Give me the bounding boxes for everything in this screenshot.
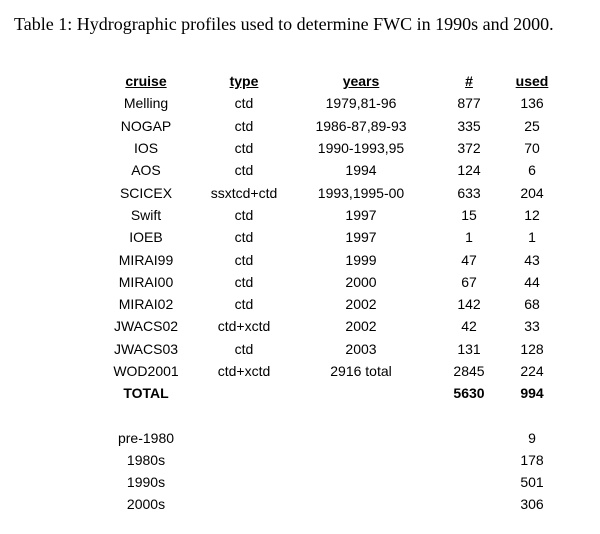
cell-type: ctd+xctd	[217, 363, 271, 379]
cell-years: 2003	[345, 340, 377, 357]
cell-type: ctd	[234, 229, 254, 246]
header-years: years	[342, 73, 380, 90]
table-row	[90, 271, 562, 293]
cell-used: 6	[528, 162, 536, 179]
cell-used: 33	[524, 318, 540, 335]
cell-count: 124	[457, 162, 481, 179]
cell-years: 1994	[345, 162, 377, 179]
cell-used: 128	[520, 340, 544, 357]
cell-type: ctd	[234, 162, 254, 179]
cell-cruise: MIRAI00	[118, 273, 174, 290]
cell-count: 633	[457, 184, 481, 201]
cell-years: 1997	[345, 206, 377, 223]
cell-years: 2000	[345, 273, 377, 290]
cell-count: 2845	[453, 363, 485, 379]
cell-count: 1	[465, 229, 473, 246]
table-row	[90, 315, 562, 337]
table-row	[90, 248, 562, 270]
decade-row	[90, 471, 562, 493]
cell-cruise: SCICEX	[119, 184, 173, 201]
cell-cruise: JWACS03	[113, 340, 179, 357]
cell-used: 70	[524, 140, 540, 157]
total-years-empty	[286, 382, 436, 404]
cell-cruise: JWACS02	[113, 318, 179, 335]
cell-cruise: MIRAI02	[118, 296, 174, 313]
cell-type: ctd	[234, 117, 254, 134]
profiles-table	[90, 70, 562, 516]
cell-years: 1993,1995-00	[317, 184, 405, 201]
cell-cruise: AOS	[131, 162, 161, 179]
cell-type: ctd+xctd	[217, 318, 271, 335]
header-type: type	[229, 73, 259, 90]
cell-type: ssxtcd+ctd	[210, 184, 278, 201]
decade-used: 306	[520, 496, 544, 513]
cell-used: 224	[520, 363, 544, 379]
decade-row	[90, 426, 562, 448]
table-row	[90, 159, 562, 181]
cell-years: 1986-87,89-93	[315, 117, 407, 134]
cell-count: 877	[457, 95, 481, 112]
decade-used: 178	[520, 451, 544, 468]
total-type-empty	[202, 382, 286, 404]
header-used: used	[515, 73, 549, 90]
table-caption: Table 1: Hydrographic profiles used to determine FWC in 1990s and 2000.	[14, 14, 554, 34]
header-cruise: cruise	[125, 73, 167, 90]
cell-type: ctd	[234, 251, 254, 268]
cell-count: 47	[461, 251, 477, 268]
table-row	[90, 226, 562, 248]
table-row	[90, 204, 562, 226]
cell-used: 25	[524, 117, 540, 134]
cell-cruise: Melling	[123, 95, 169, 112]
cell-years: 2002	[345, 296, 377, 313]
cell-years: 1999	[345, 251, 377, 268]
cell-count: 131	[457, 340, 481, 357]
cell-count: 142	[457, 296, 481, 313]
decade-label: 1990s	[126, 474, 166, 491]
cell-used: 68	[524, 296, 540, 313]
cell-cruise: IOEB	[129, 229, 163, 246]
cell-years: 2002	[345, 318, 377, 335]
cell-count: 15	[461, 206, 477, 223]
table-row	[90, 338, 562, 360]
table-row	[90, 137, 562, 159]
decade-label: 1980s	[126, 451, 166, 468]
header-count: #	[465, 73, 473, 90]
cell-used: 44	[524, 273, 540, 290]
cell-years: 1979,81-96	[325, 95, 397, 112]
table-row	[90, 115, 562, 137]
table-row	[90, 181, 562, 203]
cell-count: 372	[457, 140, 481, 157]
cell-used: 1	[528, 229, 536, 246]
cell-used: 136	[520, 95, 544, 112]
cell-cruise: NOGAP	[120, 117, 172, 134]
total-used: 994	[520, 385, 544, 402]
header-row	[90, 70, 562, 92]
total-row	[90, 382, 562, 404]
cell-cruise: IOS	[133, 140, 159, 157]
decade-label: pre-1980	[117, 429, 175, 446]
cell-cruise: WOD2001	[113, 363, 179, 379]
cell-years: 1997	[345, 229, 377, 246]
decade-used: 9	[528, 429, 536, 446]
total-label: TOTAL	[123, 385, 169, 402]
spacer-row	[90, 404, 562, 426]
cell-type: ctd	[234, 140, 254, 157]
cell-used: 43	[524, 251, 540, 268]
table-row	[90, 360, 562, 382]
cell-count: 67	[461, 273, 477, 290]
cell-count: 335	[457, 117, 481, 134]
decade-label: 2000s	[126, 496, 166, 513]
table-row	[90, 92, 562, 114]
cell-count: 42	[461, 318, 477, 335]
decade-used: 501	[520, 474, 544, 491]
decade-row	[90, 493, 562, 515]
cell-type: ctd	[234, 95, 254, 112]
cell-used: 204	[520, 184, 544, 201]
total-count: 5630	[453, 385, 485, 402]
cell-cruise: Swift	[130, 206, 162, 223]
table-row	[90, 293, 562, 315]
cell-years: 2916 total	[330, 363, 392, 379]
cell-type: ctd	[234, 273, 254, 290]
cell-used: 12	[524, 206, 540, 223]
cell-type: ctd	[234, 206, 254, 223]
cell-type: ctd	[234, 340, 254, 357]
cell-years: 1990-1993,95	[317, 140, 405, 157]
cell-type: ctd	[234, 296, 254, 313]
decade-row	[90, 449, 562, 471]
cell-cruise: MIRAI99	[118, 251, 174, 268]
